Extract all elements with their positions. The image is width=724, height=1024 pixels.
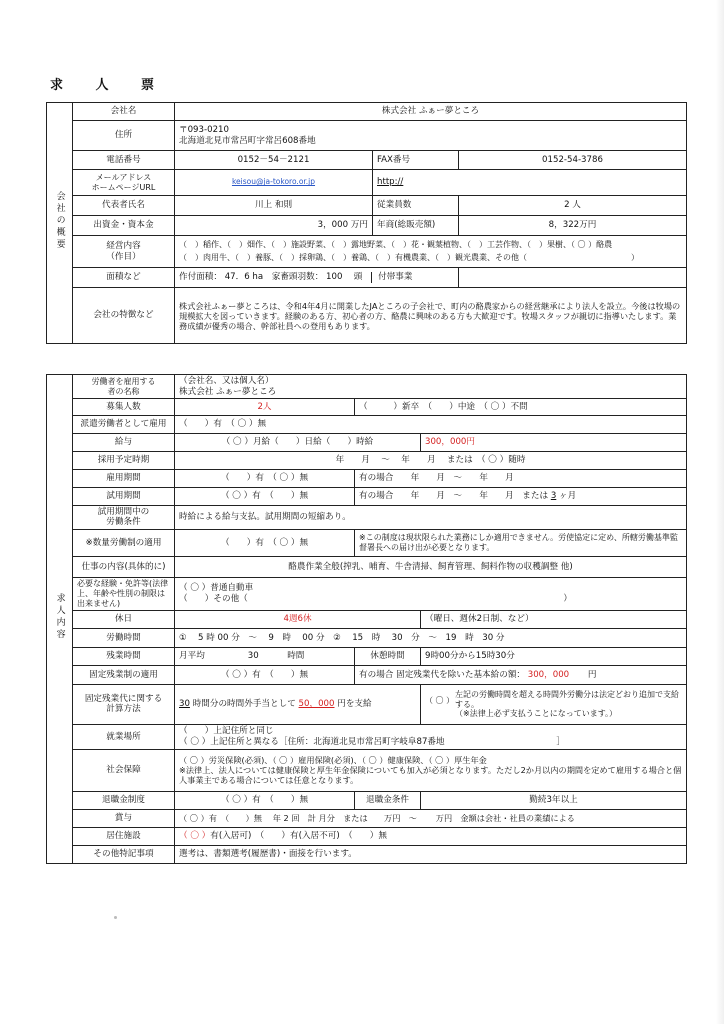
- workplace-label: 就業場所: [73, 724, 175, 749]
- company-name-label: 会社名: [73, 103, 175, 121]
- features-text: 株式会社ふぁー夢ところは、令和4年4月に開業したJAところの子会社で、町内の酪農家からの経営継承により法人を設立。今後は牧場の規模拡大を図っていきます。経験のある方、初心者の方、酪農に興味のある方も大歓迎です。牧場スタッフが親切に指導いたします。業務成績が優秀の場合、幹部社員への登用もあります。: [175, 288, 687, 344]
- fax-value: 0152-54-3786: [459, 151, 687, 170]
- fax-label: FAX番号: [373, 151, 459, 170]
- calc-note-cell: [421, 684, 687, 724]
- fixed-overtime-amount: 300，000: [527, 669, 570, 680]
- overtime-value: 月平均 30 時間: [175, 647, 355, 665]
- trial-unit: ヶ月: [559, 491, 577, 502]
- fixed-overtime-calc: [175, 684, 421, 724]
- qualification-line-1: （ 〇 ）普通自動車: [179, 583, 254, 594]
- recruit-count: 2人: [175, 399, 355, 416]
- overtime-label: 残業時間: [73, 647, 175, 665]
- business-content: [175, 236, 687, 268]
- dispatch-label: 派遣労働者として雇用: [73, 416, 175, 434]
- business-label: 経営内容 （作目）: [73, 236, 175, 268]
- bonus-value: （ 〇 ）有 （ ）無 年 2 回 計 月分 または 万円 ～ 万円 金額は会社・社員の業績による: [175, 809, 687, 827]
- insurance-label: 社会保障: [73, 749, 175, 791]
- address-cell: [175, 121, 687, 151]
- fixed-overtime-label: 固定残業制の適用: [73, 665, 175, 684]
- area-cell: [175, 268, 459, 288]
- sales-value: 8，322万円: [459, 216, 687, 236]
- hire-timing-value: 年 月 ～ 年 月 または （ 〇 ）随時: [175, 452, 687, 470]
- employer-hint: （会社名、又は個人名）: [179, 376, 274, 387]
- job-details-table: [46, 374, 687, 864]
- employer-name: 株式会社 ふぁー夢ところ: [179, 386, 277, 397]
- scan-speck: [114, 916, 117, 919]
- fixed-overtime-unit: 円: [587, 669, 597, 680]
- holiday-value: 4週6休: [175, 610, 421, 628]
- housing-value: 有(入居可) （ ）有(入居不可) （ ）無: [210, 831, 387, 842]
- fixed-overtime-value: （ 〇 ）有 （ ）無: [175, 665, 355, 684]
- other-notes: 選考は、書類選考(履歴書)・面接を行います。: [175, 845, 687, 863]
- break-label: 休憩時間: [355, 647, 421, 665]
- company-overview-table: [46, 102, 687, 344]
- job-content: 酪農作業全般(搾乳、哺育、牛舎清掃、飼育管理、飼料作物の収穫調整 他): [175, 556, 687, 577]
- section-side-label: 会社の概要: [47, 103, 73, 344]
- fixed-overtime-if: 有の場合 固定残業代を除いた基本給の額：: [359, 669, 526, 680]
- capital-value: 3，000 万円: [175, 216, 373, 236]
- workplace-cell: [175, 724, 687, 749]
- calc-note: 左記の労働時間を超える時間外労働分は法定どおり追加で支給する。 （※法律上必ず支払うことになっています。）: [455, 689, 679, 719]
- employer-label: 労働者を雇用する 者の名称: [73, 375, 175, 399]
- retirement-label: 退職金制度: [73, 791, 175, 809]
- company-name: 株式会社 ふぁー夢ところ: [175, 103, 687, 121]
- recruit-label: 募集人数: [73, 399, 175, 416]
- tel-label: 電話番号: [73, 151, 175, 170]
- employees-label: 従業員数: [373, 196, 459, 216]
- other-notes-label: その他特記事項: [73, 845, 175, 863]
- business-line-1: （ ）稲作、（ ）畑作、（ ）施設野菜、（ ）露地野菜、（ ）花・観葉植物、（ ）工芸作物、（ ）果樹、（ 〇 ）酪農: [179, 240, 613, 250]
- dispatch-value: （ ）有 （ 〇 ）無: [175, 416, 687, 434]
- variable-hours-label: ※数量労働制の適用: [73, 529, 175, 556]
- break-value: 9時00分から15時30分: [421, 647, 687, 665]
- workplace-line-1: （ ）上記住所と同じ: [179, 726, 274, 737]
- trial-period-label: 試用期間: [73, 488, 175, 506]
- hire-timing-label: 採用予定時期: [73, 452, 175, 470]
- area-value: 作付面積： 47．6 ha 家畜頭羽数： 100 頭: [179, 272, 363, 283]
- employment-period-label: 雇用期間: [73, 470, 175, 488]
- housing-cell: [175, 827, 687, 845]
- extra-business-label: 付帯事業: [371, 272, 412, 282]
- housing-choice: （ 〇 ）: [179, 831, 211, 842]
- calc-middle: 時間分の時間外手当として: [192, 699, 296, 710]
- retirement-value: （ 〇 ）有 （ ）無: [175, 791, 355, 809]
- variable-hours-note: ※この制度は現状限られた業務にしか適用できません。労使協定に定め、所轄労働基準監督署長への届け出が必要となります。: [355, 529, 687, 556]
- holiday-hint: （曜日、週休2日制、など）: [421, 610, 687, 628]
- url-link[interactable]: http://: [377, 177, 404, 188]
- insurance-note: ※法律上、法人については健康保険と厚生年金保険についても加入が必須となります。ただし2か月以内の期間を定めて雇用する場合と個人事業主である場合については任意となります。: [179, 765, 682, 786]
- trial-period-if-cell: [355, 488, 687, 506]
- url-value: [373, 170, 687, 196]
- qualification-cell: [175, 577, 687, 610]
- document-title: 求 人 票: [50, 78, 169, 93]
- trial-period-value: （ 〇 ）有 （ ）無: [175, 488, 355, 506]
- fixed-overtime-calc-label: 固定残業代に関する 計算方法: [73, 684, 175, 724]
- trial-conditions-label: 試用期間中の 労働条件: [73, 506, 175, 530]
- workplace-line-2: （ 〇 ）上記住所と異なる［住所：北海道北見市常呂町字岐阜87番地 ］: [179, 736, 565, 747]
- employer-cell: [175, 375, 687, 399]
- calc-amount: 50，000: [298, 699, 335, 710]
- address-text: 北海道北見市常呂町字常呂608番地: [179, 135, 316, 146]
- holiday-label: 休日: [73, 610, 175, 628]
- retirement-condition-label: 退職金条件: [355, 791, 421, 809]
- insurance-cell: [175, 749, 687, 791]
- postal-code: 〒093-0210: [179, 125, 229, 136]
- calc-choice: （ 〇 ）: [425, 695, 455, 705]
- employment-period-value: （ ）有 （ 〇 ）無: [175, 470, 355, 488]
- tel-value: 0152－54－2121: [175, 151, 373, 170]
- representative-name: 川上 和則: [175, 196, 373, 216]
- recruit-type: （ ）新卒 （ ）中途 （ 〇 ）不問: [355, 399, 687, 416]
- section-side-label-2: 求人内容: [47, 375, 73, 864]
- extra-business-value: [459, 268, 687, 288]
- scan-edge-shadow: [716, 0, 724, 1024]
- capital-label: 出資金・資本金: [73, 216, 175, 236]
- email-value: [175, 170, 373, 196]
- fixed-overtime-if-cell: [355, 665, 687, 684]
- calc-end: 円を支給: [337, 699, 372, 710]
- employment-period-if: 有の場合 年 月 ～ 年 月: [355, 470, 687, 488]
- working-hours: ① 5 時 00 分 ～ 9 時 00 分 ② 15 時 30 分 ～ 19 時 30 分: [175, 628, 687, 647]
- trial-period-if: 有の場合 年 月 ～ 年 月 または: [359, 491, 549, 502]
- representative-label: 代表者氏名: [73, 196, 175, 216]
- features-label: 会社の特徴など: [73, 288, 175, 344]
- variable-hours-value: （ ）有 （ 〇 ）無: [175, 529, 355, 556]
- salary-type: （ 〇 ）月給（ ）日給（ ）時給: [175, 434, 421, 452]
- working-hours-label: 労働時間: [73, 628, 175, 647]
- address-label: 住所: [73, 121, 175, 151]
- business-line-2: （ ）肉用牛、（ ）養豚、（ ）採卵鶏、（ ）養鶏、（ ）有機農業、（ ）観光農業、その他（ ）: [179, 253, 639, 262]
- qualification-line-2: （ ）その他（ ）: [179, 593, 573, 604]
- insurance-line-1: （ 〇 ）労災保険(必須)、（ 〇 ）雇用保険(必須)、（ 〇 ）健康保険、（ 〇 ）厚生年金: [179, 755, 487, 766]
- salary-amount: 300，000円: [421, 434, 687, 452]
- trial-conditions: 時給による給与支払。試用期間の短縮あり。: [175, 506, 687, 530]
- email-url-label: メールアドレス ホームページURL: [73, 170, 175, 196]
- retirement-condition: 勤続3年以上: [421, 791, 687, 809]
- calc-hours: 30: [179, 699, 190, 710]
- salary-label: 給与: [73, 434, 175, 452]
- trial-months: 3: [550, 491, 557, 502]
- qualification-label: 必要な経験・免許等(法律上、年齢や性別の制限は出来ません): [73, 577, 175, 610]
- job-content-label: 仕事の内容(具体的に): [73, 556, 175, 577]
- employees-value: 2 人: [459, 196, 687, 216]
- housing-label: 居住施設: [73, 827, 175, 845]
- area-label: 面積など: [73, 268, 175, 288]
- bonus-label: 賞与: [73, 809, 175, 827]
- email-link[interactable]: keisou@ja-tokoro.or.jp: [231, 177, 316, 187]
- sales-label: 年商(総販売額): [373, 216, 459, 236]
